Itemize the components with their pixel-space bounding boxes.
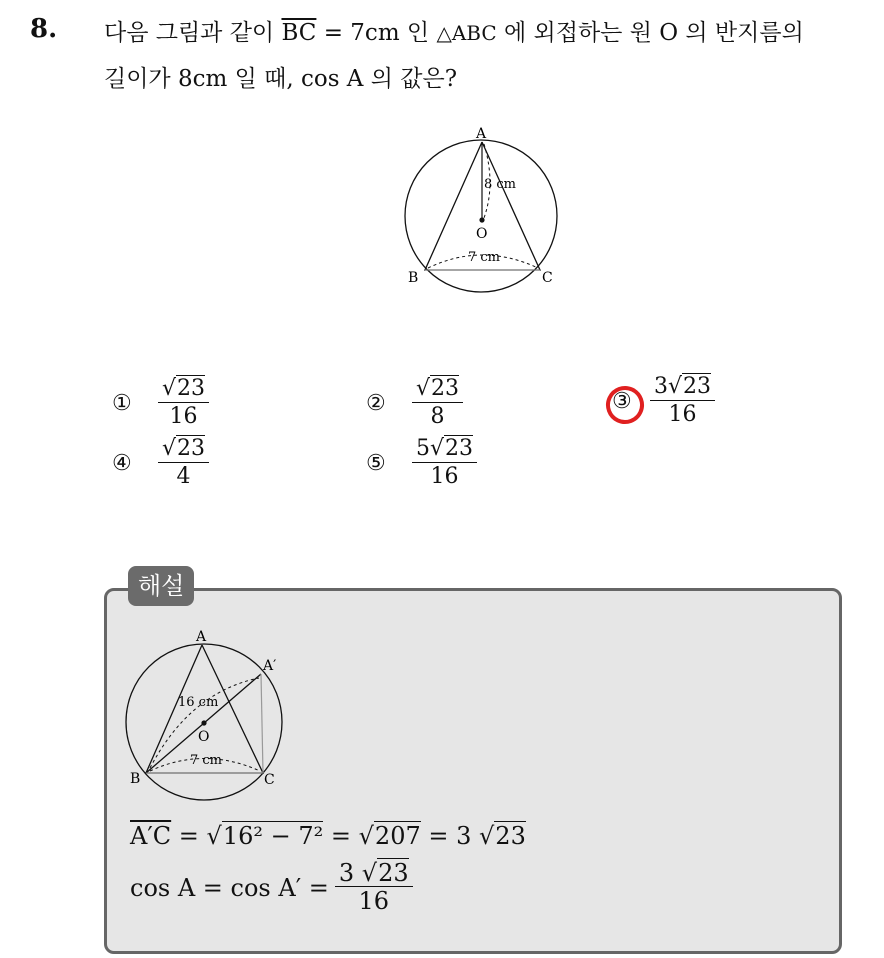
label-o: O — [476, 226, 488, 242]
label-b: B — [130, 771, 141, 787]
choice-fraction: $\frac{√23}{4}$ — [158, 436, 209, 491]
denominator: 16 — [430, 464, 459, 489]
radicand: 23 — [177, 376, 206, 401]
solution-equation-2 — [130, 860, 413, 915]
choice-mark: ① — [112, 391, 132, 416]
label-c: C — [264, 772, 275, 788]
question-text-b: = 7cm 인 — [316, 20, 437, 46]
denominator: 8 — [430, 404, 445, 429]
radicand: 23 — [683, 374, 712, 399]
radicand-2: 207 — [374, 822, 421, 850]
choice-fraction: $\frac{√23}{8}$ — [412, 376, 463, 431]
radicand: 23 — [378, 859, 409, 887]
choice-fraction: $\frac{√23}{16}$ — [158, 376, 209, 431]
result-fraction: $\frac{3 √23}{16}$ — [335, 860, 413, 915]
segment-a-prime-c: A′C — [130, 822, 172, 850]
denominator: 16 — [668, 402, 697, 427]
side-a-prime-c — [261, 674, 263, 773]
radicand-1: 16² − 7² — [222, 822, 324, 850]
radicand: 23 — [431, 376, 460, 401]
choice-mark: ④ — [112, 451, 132, 476]
center-point — [479, 217, 484, 222]
question-text-a: 다음 그림과 같이 — [104, 20, 282, 46]
label-a-prime: A′ — [263, 658, 277, 674]
side-label: 7 cm — [190, 753, 223, 768]
radicand: 23 — [445, 436, 474, 461]
choice-fraction: $\frac{3√23}{16}$ — [650, 374, 715, 429]
choice-2[interactable] — [366, 376, 463, 431]
denominator: 4 — [176, 464, 191, 489]
choice-1[interactable] — [112, 376, 209, 431]
denominator: 16 — [169, 404, 198, 429]
circumcircle — [405, 140, 557, 292]
triangle-abc: △ABC — [436, 21, 497, 45]
diameter-label: 16 cm — [178, 695, 219, 710]
label-o: O — [198, 729, 210, 745]
choice-5[interactable] — [366, 436, 477, 491]
label-a: A — [196, 629, 207, 645]
choice-mark: ⑤ — [366, 451, 386, 476]
solution-tab: 해설 — [128, 566, 194, 606]
equals: = — [323, 822, 359, 850]
label-c: C — [542, 270, 553, 286]
choice-mark: ② — [366, 391, 386, 416]
radicand: 23 — [177, 436, 206, 461]
coef: 3 — [654, 374, 668, 399]
solution-figure — [118, 628, 298, 808]
question-line-1 — [104, 14, 804, 47]
coef: 3 — [338, 859, 362, 887]
coef: 5 — [416, 436, 430, 461]
center-point — [201, 720, 206, 725]
denominator: 16 — [358, 887, 390, 915]
problem-figure — [398, 124, 568, 294]
question-line-2: 길이가 8cm 일 때, cos A 의 값은? — [104, 66, 458, 92]
radius-label: 8 cm — [484, 177, 517, 192]
label-b: B — [408, 270, 419, 286]
radicand-3: 23 — [495, 822, 526, 850]
label-a: A — [476, 126, 487, 142]
segment-bc: $\overline{BC}$ — [281, 20, 317, 46]
choice-4[interactable] — [112, 436, 209, 491]
equals-coef: = 3 — [420, 822, 479, 850]
equals: = — [171, 822, 207, 850]
cos-expression: cos A = cos A′ = — [130, 873, 329, 902]
choice-mark: ③ — [612, 389, 632, 414]
solution-equation-1: A′C = √16² − 7² = √207 = 3 √23 — [130, 822, 526, 850]
question-text-c: 에 외접하는 원 O 의 반지름의 — [496, 20, 804, 46]
side-label: 7 cm — [468, 250, 501, 265]
choice-fraction: $\frac{5√23}{16}$ — [412, 436, 477, 491]
question-number: 8. — [30, 14, 58, 44]
